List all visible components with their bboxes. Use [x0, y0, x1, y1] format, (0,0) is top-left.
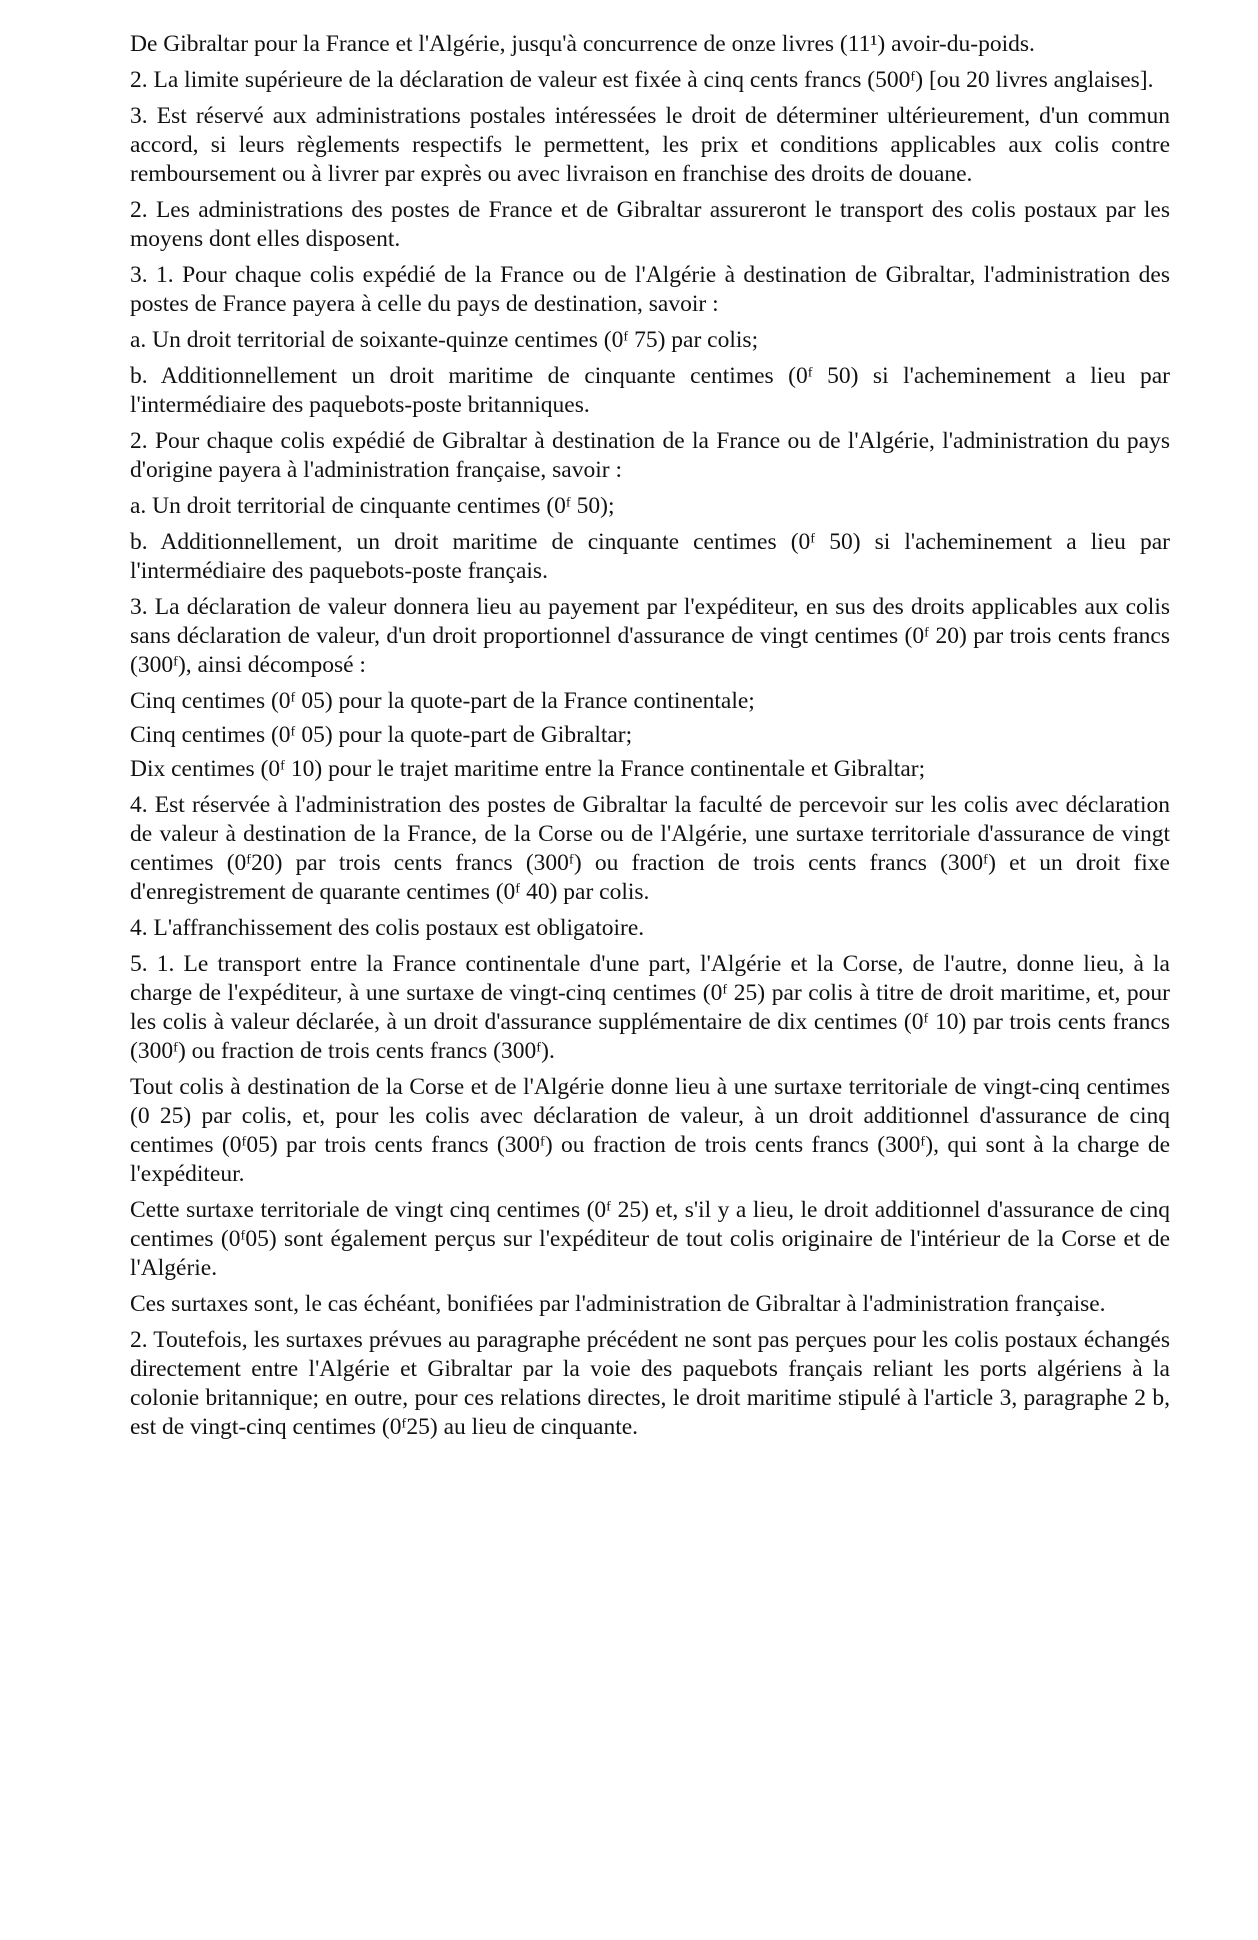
paragraph-9: a. Un droit territorial de cinquante centimes (0ᶠ 50);: [130, 493, 615, 519]
paragraph-12: Cinq centimes (0ᶠ 05) pour la quote-part de la France continentale;: [130, 688, 755, 714]
paragraph-1: De Gibraltar pour la France et l'Algérie, jusqu'à concurrence de onze livres (11¹) avoir-du-poids.: [130, 31, 1035, 57]
document-page: [130, 30, 1170, 1449]
paragraph-15: 4. Est réservée à l'administration des postes de Gibraltar la faculté de percevoir sur les colis avec déclaration de valeur à destination de la France, de la Corse ou de l'Algérie, une surtaxe territoriale d'assurance de vingt centimes (0ᶠ20) par trois cents francs (300ᶠ) ou fraction de trois cents francs (300ᶠ) et un droit fixe d'enregistrement de quarante centimes (0ᶠ 40) par colis.: [130, 792, 1170, 905]
paragraph-19: Cette surtaxe territoriale de vingt cinq centimes (0ᶠ 25) et, s'il y a lieu, le droit additionnel d'assurance de cinq centimes (0ᶠ05) sont également perçus sur l'expéditeur de tout colis originaire de l'intérieur de la Corse et de l'Algérie.: [130, 1197, 1170, 1281]
paragraph-14: Dix centimes (0ᶠ 10) pour le trajet maritime entre la France continentale et Gibraltar;: [130, 756, 926, 782]
paragraph-16: 4. L'affranchissement des colis postaux est obligatoire.: [130, 915, 645, 941]
paragraph-17: 5. 1. Le transport entre la France continentale d'une part, l'Algérie et la Corse, de l'autre, donne lieu, à la charge de l'expéditeur, à une surtaxe de vingt-cinq centimes (0ᶠ 25) par colis à titre de droit maritime, et, pour les colis à valeur déclarée, à un droit d'assurance supplémentaire de dix centimes (0ᶠ 10) par trois cents francs (300ᶠ) ou fraction de trois cents francs (300ᶠ).: [130, 951, 1170, 1064]
paragraph-18: Tout colis à destination de la Corse et de l'Algérie donne lieu à une surtaxe territoriale de vingt-cinq centimes (0 25) par colis, et, pour les colis avec déclaration de valeur, à un droit additionnel d'assurance de cinq centimes (0ᶠ05) par trois cents francs (300ᶠ) ou fraction de trois cents francs (300ᶠ), qui sont à la charge de l'expéditeur.: [130, 1074, 1170, 1187]
paragraph-20: Ces surtaxes sont, le cas échéant, bonifiées par l'administration de Gibraltar à l'administration française.: [130, 1291, 1106, 1317]
paragraph-5: 3. 1. Pour chaque colis expédié de la France ou de l'Algérie à destination de Gibraltar, l'administration des postes de France payera à celle du pays de destination, savoir :: [130, 262, 1170, 317]
paragraph-6: a. Un droit territorial de soixante-quinze centimes (0ᶠ 75) par colis;: [130, 327, 759, 353]
paragraph-4: 2. Les administrations des postes de France et de Gibraltar assureront le transport des colis postaux par les moyens dont elles disposent.: [130, 197, 1170, 252]
paragraph-8: 2. Pour chaque colis expédié de Gibraltar à destination de la France ou de l'Algérie, l'administration du pays d'origine payera à l'administration française, savoir :: [130, 428, 1170, 483]
paragraph-11: 3. La déclaration de valeur donnera lieu au payement par l'expéditeur, en sus des droits applicables aux colis sans déclaration de valeur, d'un droit proportionnel d'assurance de vingt centimes (0ᶠ 20) par trois cents francs (300ᶠ), ainsi décomposé :: [130, 594, 1170, 678]
paragraph-13: Cinq centimes (0ᶠ 05) pour la quote-part de Gibraltar;: [130, 722, 633, 748]
paragraph-10: b. Additionnellement, un droit maritime de cinquante centimes (0ᶠ 50) si l'acheminement a lieu par l'intermédiaire des paquebots-poste français.: [130, 529, 1170, 584]
paragraph-3: 3. Est réservé aux administrations postales intéressées le droit de déterminer ultérieurement, d'un commun accord, si leurs règlements respectifs le permettent, les prix et conditions applicables aux colis contre remboursement ou à livrer par exprès ou avec livraison en franchise des droits de douane.: [130, 103, 1170, 187]
paragraph-7: b. Additionnellement un droit maritime de cinquante centimes (0ᶠ 50) si l'acheminement a lieu par l'intermédiaire des paquebots-poste britanniques.: [130, 363, 1170, 418]
paragraph-21: 2. Toutefois, les surtaxes prévues au paragraphe précédent ne sont pas perçues pour les colis postaux échangés directement entre l'Algérie et Gibraltar par la voie des paquebots français reliant les ports algériens à la colonie britannique; en outre, pour ces relations directes, le droit maritime stipulé à l'article 3, paragraphe 2 b, est de vingt-cinq centimes (0ᶠ25) au lieu de cinquante.: [130, 1327, 1170, 1440]
paragraph-2: 2. La limite supérieure de la déclaration de valeur est fixée à cinq cents francs (500ᶠ) [ou 20 livres anglaises].: [130, 67, 1154, 93]
